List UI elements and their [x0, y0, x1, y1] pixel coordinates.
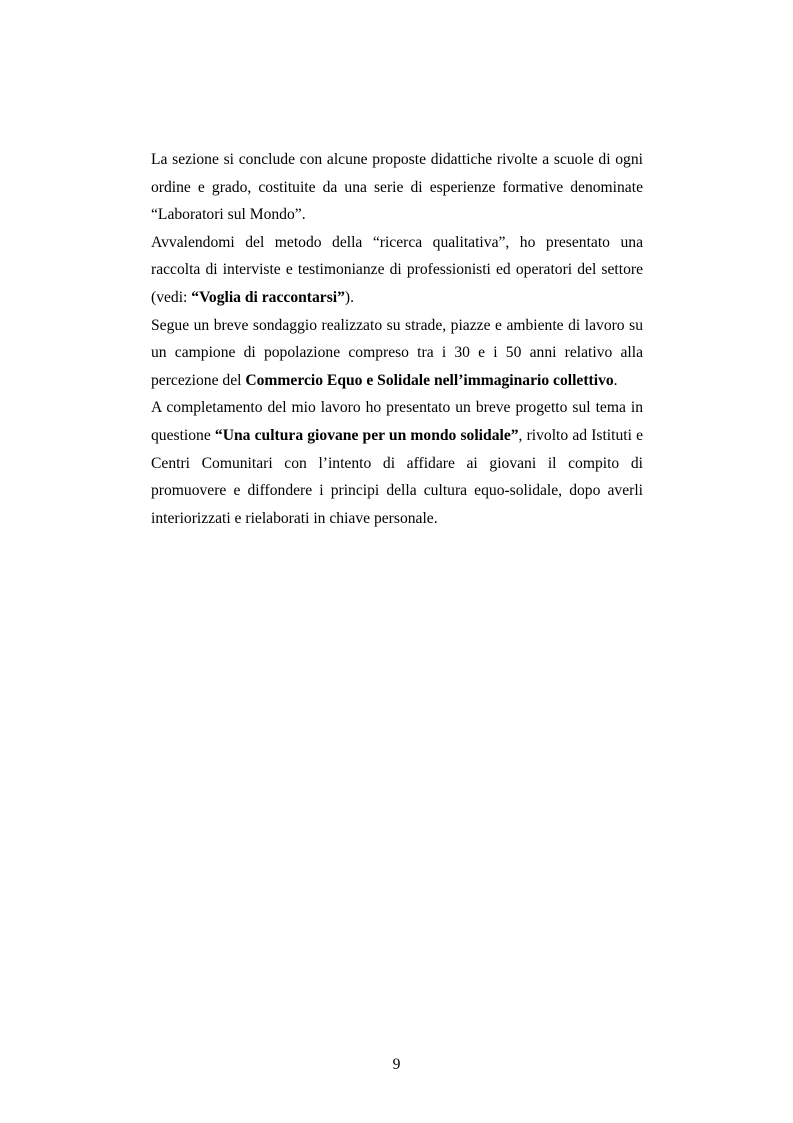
- paragraph-text: A completamento del mio lavoro ho presentato un breve progetto sul tema in questione: [151, 399, 643, 444]
- paragraph-text: .: [613, 371, 618, 389]
- paragraph-ricerca-qualitativa: [151, 229, 643, 312]
- paragraph-text: , rivolto ad Istituti e Centri Comunitari con l’intento di affidare ai giovani il compito di promuovere e diffondere i principi della cultura equo-solidale, dopo averli interiorizzati e rielaborati in chiave personale.: [151, 426, 643, 527]
- body-text: [151, 146, 643, 532]
- paragraph-sondaggio: [151, 312, 643, 395]
- emphasis-title: “Voglia di raccontarsi”: [191, 288, 345, 306]
- paragraph-text: Avvalendomi del metodo della “ricerca qualitativa”, ho presentato una raccolta di interviste e testimonianze di professionisti ed operatori del settore (vedi:: [151, 233, 643, 306]
- paragraph-progetto: [151, 394, 643, 532]
- paragraph-text: Segue un breve sondaggio realizzato su strade, piazze e ambiente di lavoro su un campione di popolazione compreso tra i 30 e i 50 anni relativo alla percezione del: [151, 316, 643, 389]
- paragraph-text: ).: [344, 288, 354, 306]
- paragraph-text: La sezione si conclude con alcune proposte didattiche rivolte a scuole di ogni ordine e grado, costituite da una serie di esperienze formative denominate “Laboratori sul Mondo”.: [151, 151, 643, 224]
- emphasis-title: “Una cultura giovane per un mondo solidale”: [214, 426, 519, 444]
- emphasis-title: Commercio Equo e Solidale nell’immaginario collettivo: [245, 371, 614, 389]
- paragraph-laboratori: [151, 146, 643, 229]
- page-number: 9: [392, 1056, 401, 1073]
